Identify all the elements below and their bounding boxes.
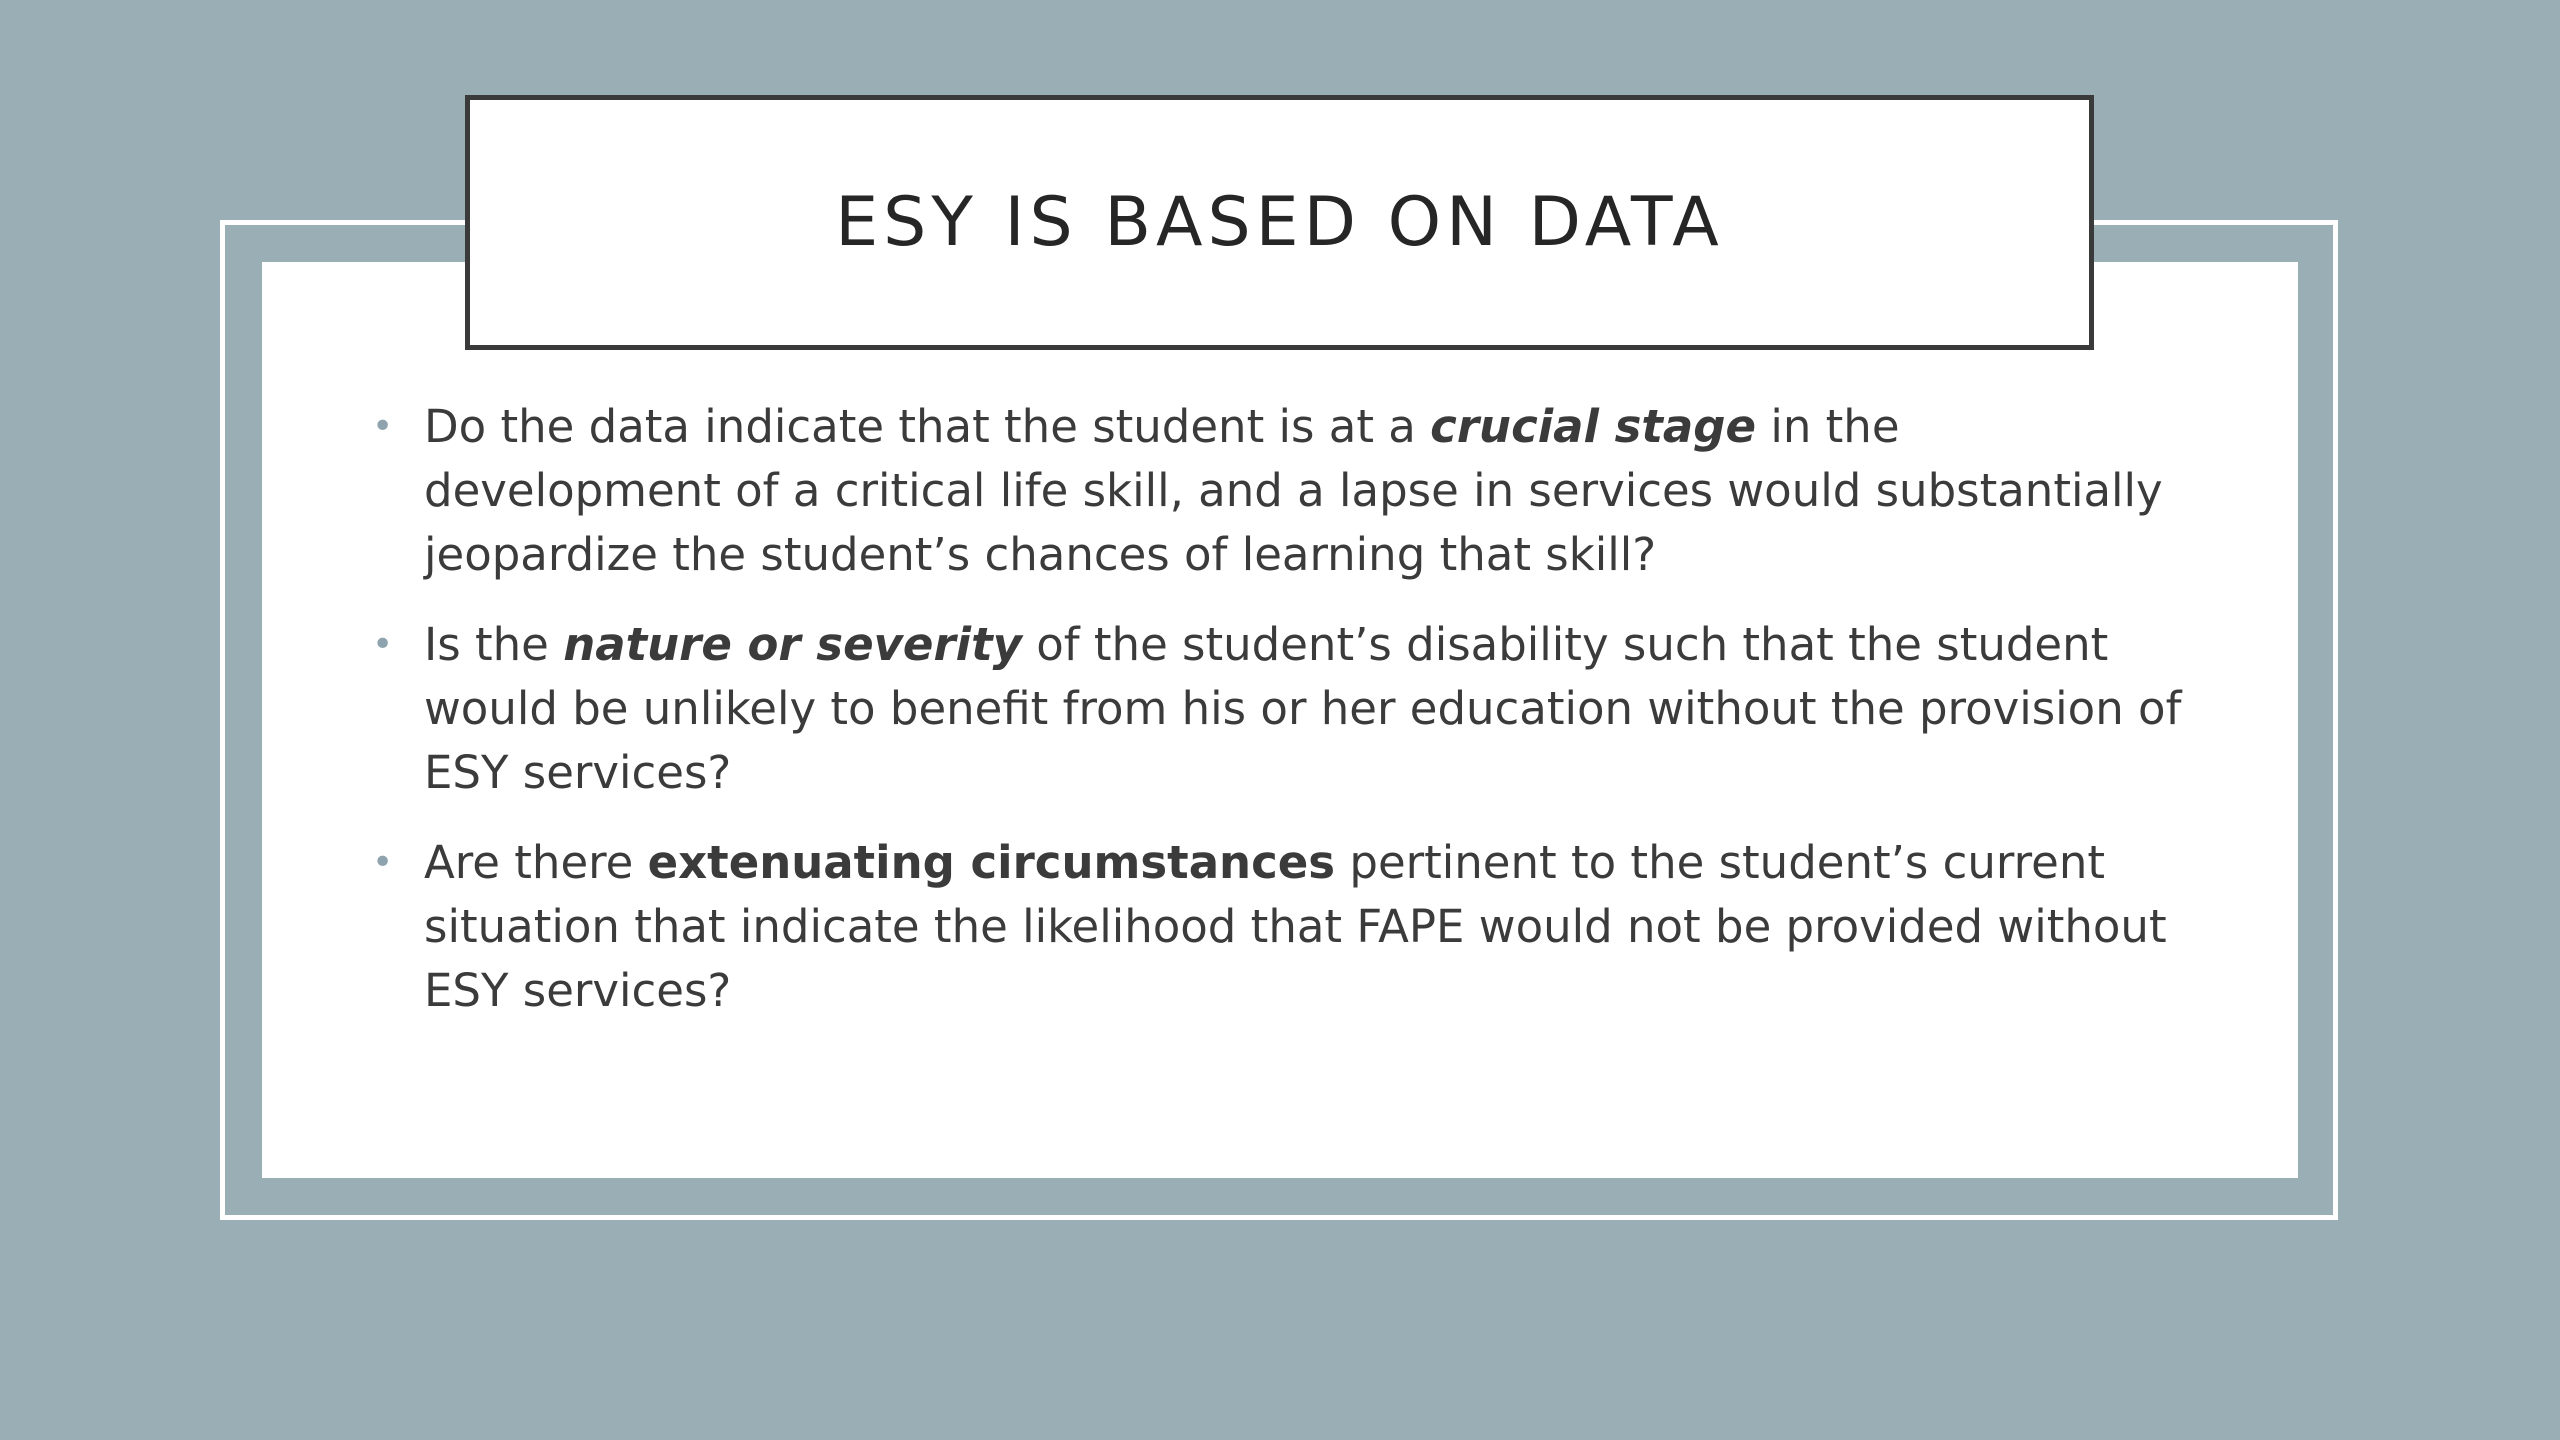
bullet-text-post: pertinent to the student’s current situation that indicate the likelihood that FAPE would not be provided without ESY services?	[424, 836, 2167, 1017]
bullet-text-pre: Are there	[424, 836, 648, 889]
bullet-text-post: of the student’s disability such that the student would be unlikely to benefit from his or her education without the provision of ESY services?	[424, 618, 2182, 799]
bullet-item	[372, 395, 2192, 587]
bullet-emphasis: extenuating circumstances	[647, 836, 1336, 889]
bullet-text-post: in the development of a critical life skill, and a lapse in services would substantially jeopardize the student’s chances of learning that skill?	[424, 400, 2163, 581]
bullet-item	[372, 613, 2192, 805]
bullet-text-pre: Is the	[424, 618, 564, 671]
bullet-item	[372, 831, 2192, 1023]
bullet-text-pre: Do the data indicate that the student is at a	[424, 400, 1431, 453]
bullet-dot-icon: •	[372, 624, 394, 665]
bullet-emphasis: crucial stage	[1430, 400, 1757, 453]
slide-title: ESY IS BASED ON DATA	[835, 183, 1724, 262]
title-box	[465, 95, 2094, 350]
bullet-emphasis: nature or severity	[563, 618, 1022, 671]
bullet-list	[372, 395, 2192, 1049]
bullet-dot-icon: •	[372, 842, 394, 883]
bullet-dot-icon: •	[372, 406, 394, 447]
